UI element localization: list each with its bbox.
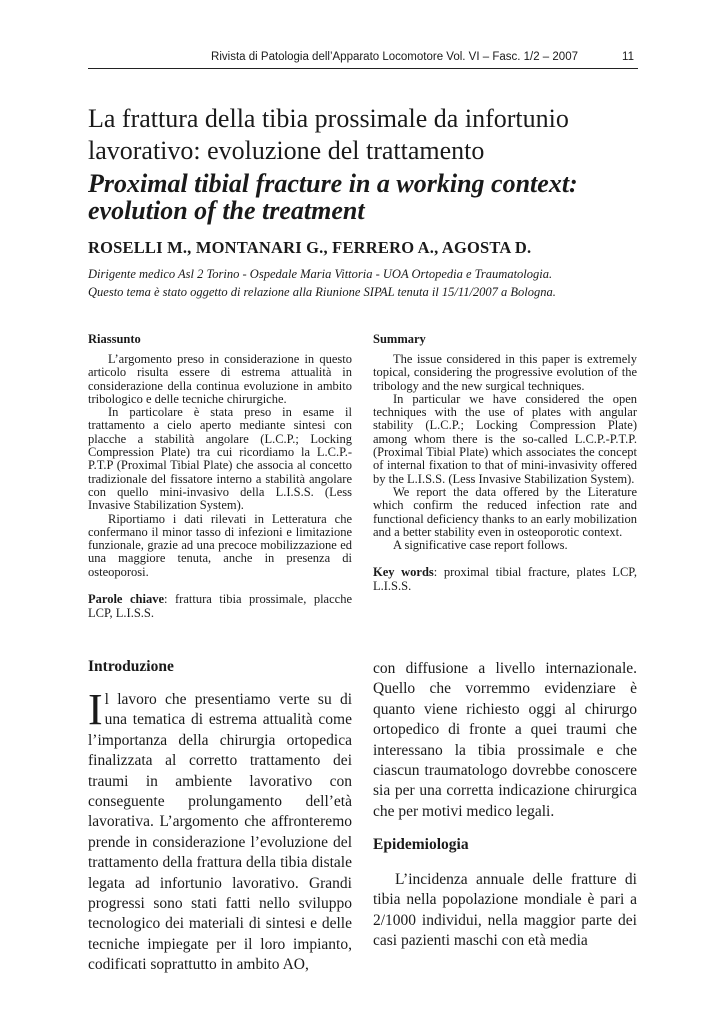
- running-header: [88, 50, 638, 69]
- summary-paragraph: In particular we have considered the open techniques with the use of plates with angular stability (L.C.P.; Locking Compression Plate) among whom there is the so-called L.C.P.-P.T.P. (Proximal Tibial Plate) which associates the concept of internal fixation to that of mini-invasivity offered by the L.I.S.S. (Less Invasive Stabilization System).: [373, 391, 637, 486]
- summary-body: [373, 353, 637, 552]
- riassunto-paragraph: L’argomento preso in considerazione in questo articolo risulta essere di estrema attualità in considerazione della continua evoluzione in ambito tribologico e delle tecniche chirurgiche.: [88, 352, 352, 406]
- introduzione-text-left: Il lavoro che presentiamo verte su di una tematica di estrema attualità come l’importanza della chirurgia ortopedica finalizzata al corretto trattamento dei traumi in ambiente lavorativo con conseguente prolungamento dell’età lavorativa. L’argomento che affronteremo prende in considerazione l’evoluzione del trattamento della frattura della tibia distale legata ad infortunio lavorativo. Grandi progressi sono stati fatti nello sviluppo tecnologico dei materiali di sintesi e delle tecniche impiegate per il loro impianto, codificati soprattutto in ambito AO,: [88, 685, 352, 974]
- epidemiologia-section: [373, 836, 637, 952]
- epidemiologia-text: L’incidenza annuale delle fratture di tibia nella popolazione mondiale è pari a 2/1000 individui, nella maggior parte dei casi pazienti maschi con età media: [373, 871, 637, 950]
- author-list: ROSELLI M., MONTANARI G., FERRERO A., AGOSTA D.: [88, 238, 532, 257]
- key-words: Key words: proximal tibial fracture, plates LCP, L.I.S.S.: [373, 565, 638, 594]
- summary-paragraph: A significative case report follows.: [393, 538, 568, 553]
- drop-cap: I: [88, 685, 103, 734]
- summary-heading: Summary: [373, 332, 426, 346]
- riassunto-paragraph: In particolare è stata preso in esame il trattamento a cielo aperto mediante sintesi con placche a stabilità angolare (L.C.P.; Locking Compression Plate) tra cui ricordiamo la L.C.P.-P.T.P (Proximal Tibial Plate) che associa al concetto tradizionale del fissatore interno a stabilità angolare con quello mini-invasivo della L.I.S.S. (Less Invasive Stabilization System).: [88, 405, 352, 513]
- parole-chiave: Parole chiave: frattura tibia prossimale, placche LCP, L.I.S.S.: [88, 592, 352, 621]
- riassunto-heading: Riassunto: [88, 332, 141, 346]
- journal-citation: Rivista di Patologia dell’Apparato Locomotore Vol. VI – Fasc. 1/2 – 2007: [211, 51, 578, 63]
- affiliation-line: Dirigente medico Asl 2 Torino - Ospedale Maria Vittoria - UOA Ortopedia e Traumatologia.: [88, 267, 553, 281]
- article-title: [88, 103, 648, 224]
- introduzione-heading: Introduzione: [88, 658, 174, 675]
- riassunto-body: [88, 353, 352, 579]
- introduzione-section: [88, 658, 352, 976]
- introduzione-continued: [373, 659, 637, 822]
- summary-paragraph: We report the data offered by the Literature which confirm the reduced infection rate and functional deficiency thanks to an early mobilization and a better stability even in osteoporotic context.: [373, 484, 637, 539]
- riassunto-section: [88, 332, 352, 620]
- title-english: Proximal tibial fracture in a working context: evolution of the treatment: [88, 169, 578, 225]
- epidemiologia-heading: Epidemiologia: [373, 836, 469, 853]
- affiliation: [88, 265, 688, 301]
- riassunto-paragraph: Riportiamo i dati rilevati in Letteratura che confermano il minor tasso di infezioni e limitazione funzionale, grazie ad una precoce mobilizzazione ed una maggiore tenuta, anche in presenza di osteoporosi.: [88, 511, 352, 579]
- summary-section: [373, 332, 637, 593]
- presentation-note: Questo tema è stato oggetto di relazione alla Riunione SIPAL tenuta il 15/11/2007 a Bologna.: [88, 285, 556, 299]
- summary-paragraph: The issue considered in this paper is extremely topical, considering the progressive evolution of the tribology and the new surgical techniques.: [373, 352, 637, 393]
- introduzione-text-right: con diffusione a livello internazionale. Quello che vorremmo evidenziare è quanto viene richiesto oggi al chirurgo ortopedico di fronte a quei traumi che interessano la tibia prossimale e che ciascun traumatologo dovrebbe conoscere sia per una corretta indicazione chirurgica che per motivi medico legali.: [373, 660, 637, 820]
- title-italian: La frattura della tibia prossimale da infortunio lavorativo: evoluzione del trattamento: [88, 104, 569, 165]
- page-number: 11: [622, 51, 634, 63]
